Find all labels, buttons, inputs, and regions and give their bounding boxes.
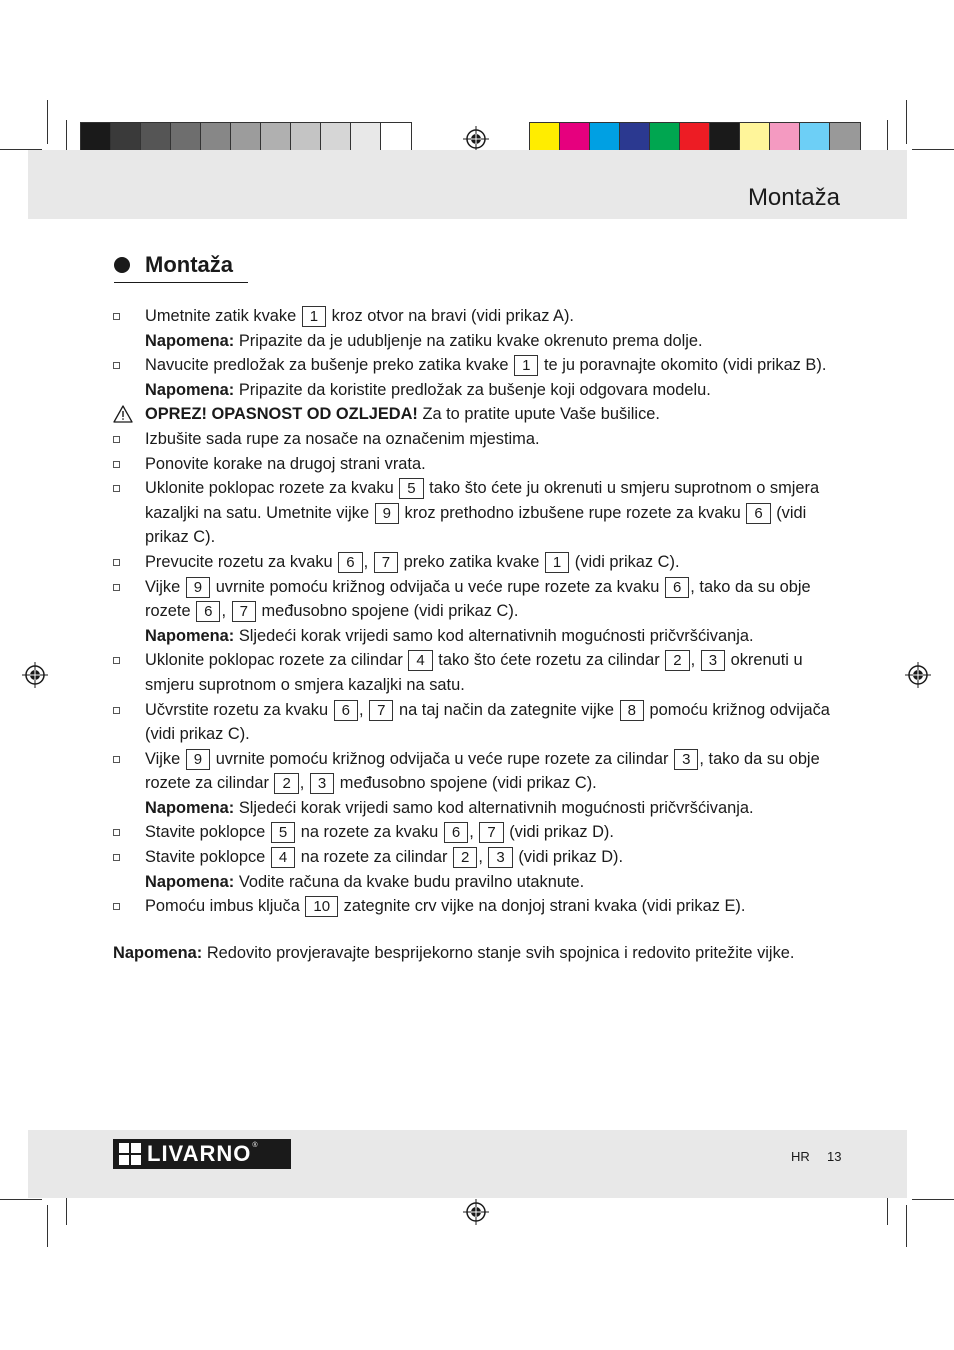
page-number: 13 [827, 1149, 842, 1164]
item-text: Uklonite poklopac rozete za cilindar [145, 651, 408, 670]
item-text: Stavite poklopce [145, 823, 270, 842]
crop-mark [47, 1205, 48, 1247]
item-text: te ju poravnajte okomito (vidi prikaz B). [539, 356, 827, 375]
part-number-badge: 3 [701, 650, 725, 671]
part-number-badge: 2 [274, 773, 298, 794]
instruction-list [113, 304, 843, 919]
part-number-badge: 7 [374, 552, 398, 573]
item-text: , [478, 848, 488, 867]
item-text: Vodite računa da kvake budu pravilno utaknute. [234, 872, 585, 891]
list-item [113, 845, 843, 870]
item-text: međusobno spojene (vidi prikaz C). [256, 602, 519, 621]
item-text: Sljedeći korak vrijedi samo kod alternativnih mogućnosti pričvršćivanja. [234, 798, 754, 817]
list-item [113, 894, 843, 919]
part-number-badge: 7 [369, 700, 393, 721]
item-text: (vidi prikaz D). [504, 823, 614, 842]
part-number-badge: 1 [545, 552, 569, 573]
item-text: , tako da su obje rozete za cilindar [145, 749, 820, 793]
checkbox-bullet-icon [113, 903, 120, 910]
section-bullet-icon [114, 257, 130, 273]
part-number-badge: 4 [271, 847, 295, 868]
registration-mark-icon [463, 126, 489, 152]
list-item [113, 698, 843, 747]
registration-mark-icon [22, 662, 48, 688]
item-text: , [221, 602, 231, 621]
crop-mark [912, 1199, 954, 1200]
list-item [113, 820, 843, 845]
warning-item [113, 402, 843, 427]
part-number-badge: 2 [453, 847, 477, 868]
part-number-badge: 6 [746, 503, 770, 524]
item-text: međusobno spojene (vidi prikaz C). [335, 774, 597, 793]
bold-label: Napomena: [145, 331, 235, 350]
part-number-badge: 6 [665, 577, 689, 598]
item-text: Uklonite poklopac rozete za kvaku [145, 479, 399, 498]
item-text: uvrnite pomoću križnog odvijača u veće rupe rozete za cilindar [211, 749, 674, 768]
list-item [113, 452, 843, 477]
part-number-badge: 4 [408, 650, 432, 671]
item-text: uvrnite pomoću križnog odvijača u veće rupe rozete za kvaku [211, 577, 664, 596]
bold-label: Napomena: [145, 798, 235, 817]
part-number-badge: 3 [488, 847, 512, 868]
part-number-badge: 1 [302, 306, 326, 327]
item-text: tako što ćete ju okrenuti u smjeru suprotnom o smjera kazaljki na satu. Umetnite vijke [145, 479, 820, 522]
part-number-badge: 6 [338, 552, 362, 573]
checkbox-bullet-icon [113, 854, 120, 861]
note-item [113, 870, 843, 895]
checkbox-bullet-icon [113, 485, 120, 492]
final-note-text: Redovito provjeravajte besprijekorno stanje svih spojnica i redovito pritežite vijke. [202, 944, 795, 962]
item-text: Sljedeći korak vrijedi samo kod alternativnih mogućnosti pričvršćivanja. [234, 626, 754, 645]
item-text: , [469, 823, 479, 842]
checkbox-bullet-icon [113, 362, 120, 369]
note-item [113, 329, 843, 354]
part-number-badge: 9 [186, 749, 210, 770]
part-number-badge: 3 [310, 773, 334, 794]
item-text: Pripazite da koristite predložak za bušenje koji odgovara modelu. [234, 380, 711, 399]
item-text: Stavite poklopce [145, 848, 270, 867]
item-text: preko zatika kvake [399, 552, 544, 571]
list-item [113, 476, 843, 550]
final-note-label: Napomena: [113, 944, 203, 962]
crop-mark [906, 1205, 907, 1247]
list-item [113, 747, 843, 796]
item-text: , tako da su obje rozete [145, 577, 811, 621]
item-text: (vidi prikaz C). [145, 503, 807, 547]
part-number-badge: 2 [665, 650, 689, 671]
logo-text: LIVARNO [147, 1141, 252, 1166]
item-text: Umetnite zatik kvake [145, 307, 301, 325]
item-text: Izbušite sada rupe za nosače na označenim mjestima. [145, 429, 540, 448]
part-number-badge: 10 [305, 896, 338, 917]
item-text: na taj način da zategnite vijke [394, 700, 619, 719]
item-text: Pripazite da je udubljenje na zatiku kvake okrenuto prema dolje. [234, 331, 703, 350]
list-item [113, 575, 843, 624]
part-number-badge: 6 [334, 700, 358, 721]
registration-mark-icon [905, 662, 931, 688]
item-text: , [690, 651, 700, 670]
part-number-badge: 7 [479, 822, 503, 843]
item-text: kroz otvor na bravi (vidi prikaz A). [327, 307, 574, 325]
crop-mark [906, 100, 907, 144]
item-text: , [363, 552, 373, 571]
bold-label: Napomena: [145, 872, 235, 891]
checkbox-bullet-icon [113, 707, 120, 714]
item-text: Vijke [145, 749, 185, 768]
note-item [113, 624, 843, 649]
item-text: (vidi prikaz C). [570, 552, 680, 571]
part-number-badge: 6 [196, 601, 220, 622]
item-text: Vijke [145, 577, 185, 596]
section-underline [114, 282, 248, 283]
item-text: pomoću križnog odvijača (vidi prikaz C). [145, 700, 830, 744]
item-text: tako što ćete rozetu za cilindar [433, 651, 665, 670]
checkbox-bullet-icon [113, 657, 120, 664]
crop-mark [47, 100, 48, 144]
checkbox-bullet-icon [113, 461, 120, 468]
note-item [113, 796, 843, 821]
item-text: Navucite predložak za bušenje preko zatika kvake [145, 356, 514, 375]
part-number-badge: 5 [399, 478, 423, 499]
bold-label: Napomena: [145, 626, 235, 645]
item-text: , [359, 700, 369, 719]
checkbox-bullet-icon [113, 756, 120, 763]
item-text: na rozete za kvaku [296, 823, 443, 842]
part-number-badge: 7 [232, 601, 256, 622]
item-text: Za to pratite upute Vaše bušilice. [417, 405, 660, 424]
checkbox-bullet-icon [113, 313, 120, 320]
item-text: zategnite crv vijke na donjoj strani kvaka (vidi prikaz E). [339, 897, 746, 916]
note-item [113, 378, 843, 403]
item-text: Prevucite rozetu za kvaku [145, 552, 338, 571]
part-number-badge: 1 [514, 355, 538, 376]
logo-squares-icon [119, 1143, 141, 1165]
page-language: HR [791, 1149, 810, 1164]
registered-trademark-icon: ® [252, 1142, 258, 1149]
item-text: na rozete za cilindar [296, 848, 452, 867]
page-header-title: Montaža [747, 184, 840, 211]
crop-mark [0, 1199, 42, 1200]
item-text: Pomoću imbus ključa [145, 897, 305, 916]
checkbox-bullet-icon [113, 559, 120, 566]
part-number-badge: 9 [375, 503, 399, 524]
livarno-logo [113, 1139, 291, 1169]
item-text: okrenuti u smjeru suprotnom o smjera kazaljki na satu. [145, 651, 803, 694]
list-item [113, 304, 843, 329]
list-item [113, 353, 843, 378]
final-note [113, 941, 853, 966]
checkbox-bullet-icon [113, 584, 120, 591]
part-number-badge: 8 [620, 700, 644, 721]
item-text: Ponovite korake na drugoj strani vrata. [145, 454, 426, 473]
crop-mark [912, 149, 954, 150]
part-number-badge: 3 [674, 749, 698, 770]
item-text: kroz prethodno izbušene rupe rozete za kvaku [400, 503, 746, 522]
warning-triangle-icon [113, 405, 133, 423]
part-number-badge: 6 [444, 822, 468, 843]
checkbox-bullet-icon [113, 436, 120, 443]
part-number-badge: 5 [271, 822, 295, 843]
section-title: Montaža [145, 252, 233, 277]
item-text: , [299, 774, 309, 793]
item-text: Učvrstite rozetu za kvaku [145, 700, 333, 719]
checkbox-bullet-icon [113, 829, 120, 836]
item-text: (vidi prikaz D). [513, 848, 624, 867]
list-item [113, 648, 843, 697]
list-item [113, 427, 843, 452]
registration-mark-icon [463, 1199, 489, 1225]
list-item [113, 550, 843, 575]
part-number-badge: 9 [186, 577, 210, 598]
bold-label: OPREZ! OPASNOST OD OZLJEDA! [145, 405, 418, 424]
bold-label: Napomena: [145, 380, 235, 399]
